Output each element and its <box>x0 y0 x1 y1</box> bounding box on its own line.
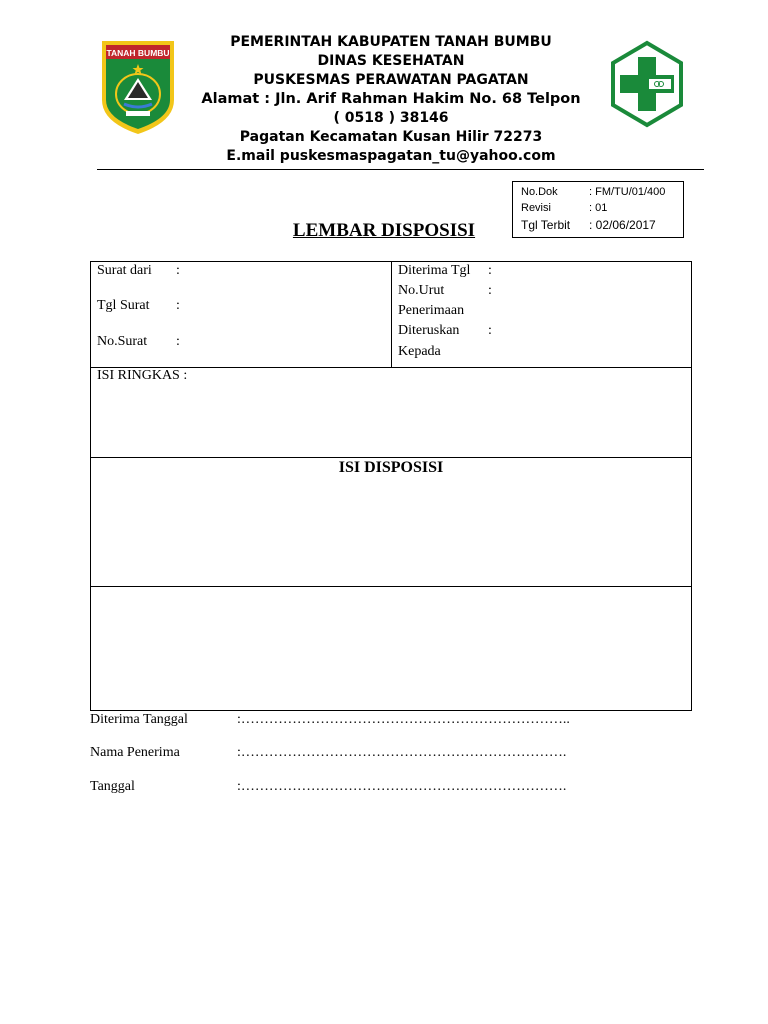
isi-disposisi-heading: ISI DISPOSISI <box>338 459 444 476</box>
tgl-terbit-value: : 02/06/2017 <box>589 218 656 232</box>
no-surat-label: No.Surat <box>97 334 148 349</box>
tanggal-label: Tanggal <box>90 779 135 794</box>
puskesmas-logo <box>605 35 689 133</box>
tgl-surat-label: Tgl Surat <box>97 298 150 313</box>
kepada-label: Kepada <box>398 344 441 359</box>
penerimaan-label: Penerimaan <box>398 303 465 318</box>
header-line-4: Alamat : Jln. Arif Rahman Hakim No. 68 Telpon <box>201 91 581 107</box>
revisi-value: : 01 <box>589 202 608 214</box>
document-info-box <box>512 181 684 238</box>
diterima-tgl-label: Diterima Tgl <box>398 263 471 278</box>
diteruskan-label: Diteruskan <box>398 323 460 338</box>
column-divider <box>391 262 392 367</box>
header-line-7: E.mail puskesmaspagatan_tu@yahoo.com <box>226 148 556 164</box>
tanah-bumbu-logo <box>98 38 178 136</box>
disposition-form <box>90 261 692 711</box>
no-surat-colon: : <box>176 334 180 349</box>
tgl-surat-colon: : <box>176 298 180 313</box>
diteruskan-colon: : <box>488 323 492 338</box>
no-dok-label: No.Dok <box>521 186 558 198</box>
revisi-label: Revisi <box>521 202 551 214</box>
nama-penerima-field: :……………………………………………………………. <box>237 745 567 760</box>
tanggal-field: :……………………………………………………………. <box>237 779 567 794</box>
tgl-terbit-label: Tgl Terbit <box>521 218 571 232</box>
header-line-5: ( 0518 ) 38146 <box>333 110 449 126</box>
diterima-tanggal-field: :…………………………………………………………….. <box>237 712 570 727</box>
surat-dari-colon: : <box>176 263 180 278</box>
no-dok-value: : FM/TU/01/400 <box>589 186 666 198</box>
surat-dari-label: Surat dari <box>97 263 152 278</box>
diterima-tgl-colon: : <box>488 263 492 278</box>
header-line-1: PEMERINTAH KABUPATEN TANAH BUMBU <box>230 34 552 50</box>
row-divider-2 <box>91 457 691 458</box>
header-divider <box>97 169 704 170</box>
header-line-2: DINAS KESEHATAN <box>317 53 465 69</box>
isi-ringkas-label: ISI RINGKAS : <box>97 368 188 383</box>
row-divider-3 <box>91 586 691 587</box>
header-line-6: Pagatan Kecamatan Kusan Hilir 72273 <box>239 129 543 145</box>
page-title: LEMBAR DISPOSISI <box>292 220 476 241</box>
diterima-tanggal-label: Diterima Tanggal <box>90 712 188 727</box>
header-line-3: PUSKESMAS PERAWATAN PAGATAN <box>253 72 529 88</box>
no-urut-label: No.Urut <box>398 283 445 298</box>
nama-penerima-label: Nama Penerima <box>90 745 180 760</box>
svg-text:TANAH BUMBU: TANAH BUMBU <box>106 48 170 58</box>
no-urut-colon: : <box>488 283 492 298</box>
